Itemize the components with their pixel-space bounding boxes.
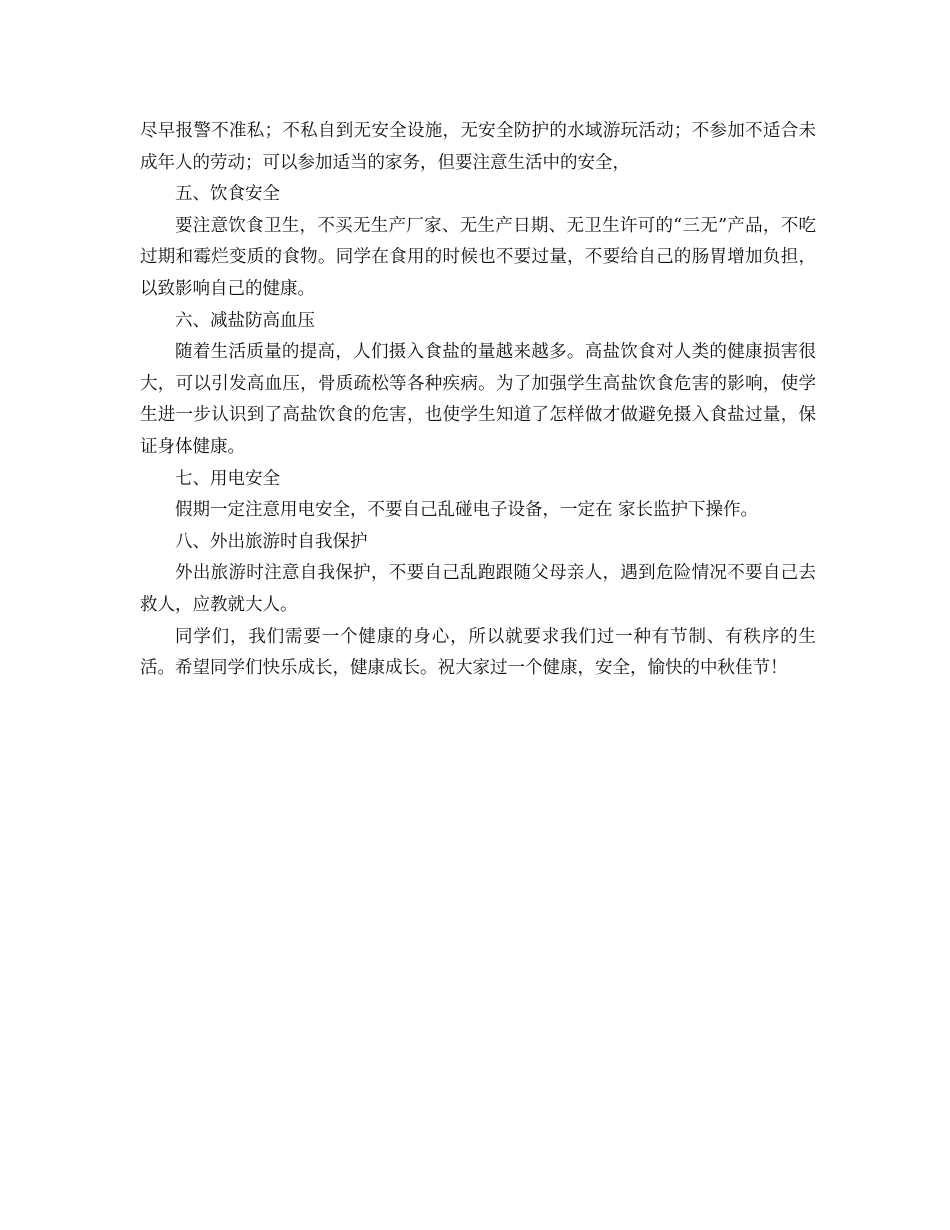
section-heading-electrical-safety: 七、用电安全 xyxy=(175,468,280,489)
section-heading-salt-hypertension: 六、减盐防高血压 xyxy=(175,310,315,331)
section-heading-travel-protection: 八、外出旅游时自我保护 xyxy=(175,531,368,552)
paragraph-electrical-safety: 假期一定注意用电安全，不要自己乱碰电子设备，一定在 家长监护下操作。 xyxy=(175,500,759,521)
paragraph-continuation: 尽早报警不准私；不私自到无安全设施，无安全防护的水域游玩活动；不参加不适合未成年人的劳动；可以参加适当的家务，但要注意生活中的安全， xyxy=(140,121,816,173)
paragraph-salt-hypertension: 随着生活质量的提高，人们摄入食盐的量越来越多。高盐饮食对人类的健康损害很大，可以引发高血压，骨质疏松等各种疾病。为了加强学生高盐饮食危害的影响，使学生进一步认识到了高盐饮食的危害，也使学生知道了怎样做才做避免摄入食盐过量，保证身体健康。 xyxy=(140,342,816,457)
document-body xyxy=(140,116,816,685)
paragraph-food-safety: 要注意饮食卫生，不买无生产厂家、无生产日期、无卫生许可的“三无”产品，不吃过期和霉烂变质的食物。同学在食用的时候也不要过量，不要给自己的肠胃增加负担，以致影响自己的健康。 xyxy=(140,215,816,299)
paragraph-travel-protection: 外出旅游时注意自我保护，不要自己乱跑跟随父母亲人，遇到危险情况不要自己去救人，应教就大人。 xyxy=(140,563,816,615)
paragraph-closing: 同学们，我们需要一个健康的身心，所以就要求我们过一种有节制、有秩序的生活。希望同学们快乐成长，健康成长。祝大家过一个健康，安全，愉快的中秋佳节！ xyxy=(140,626,816,679)
section-heading-food-safety: 五、饮食安全 xyxy=(175,184,280,205)
